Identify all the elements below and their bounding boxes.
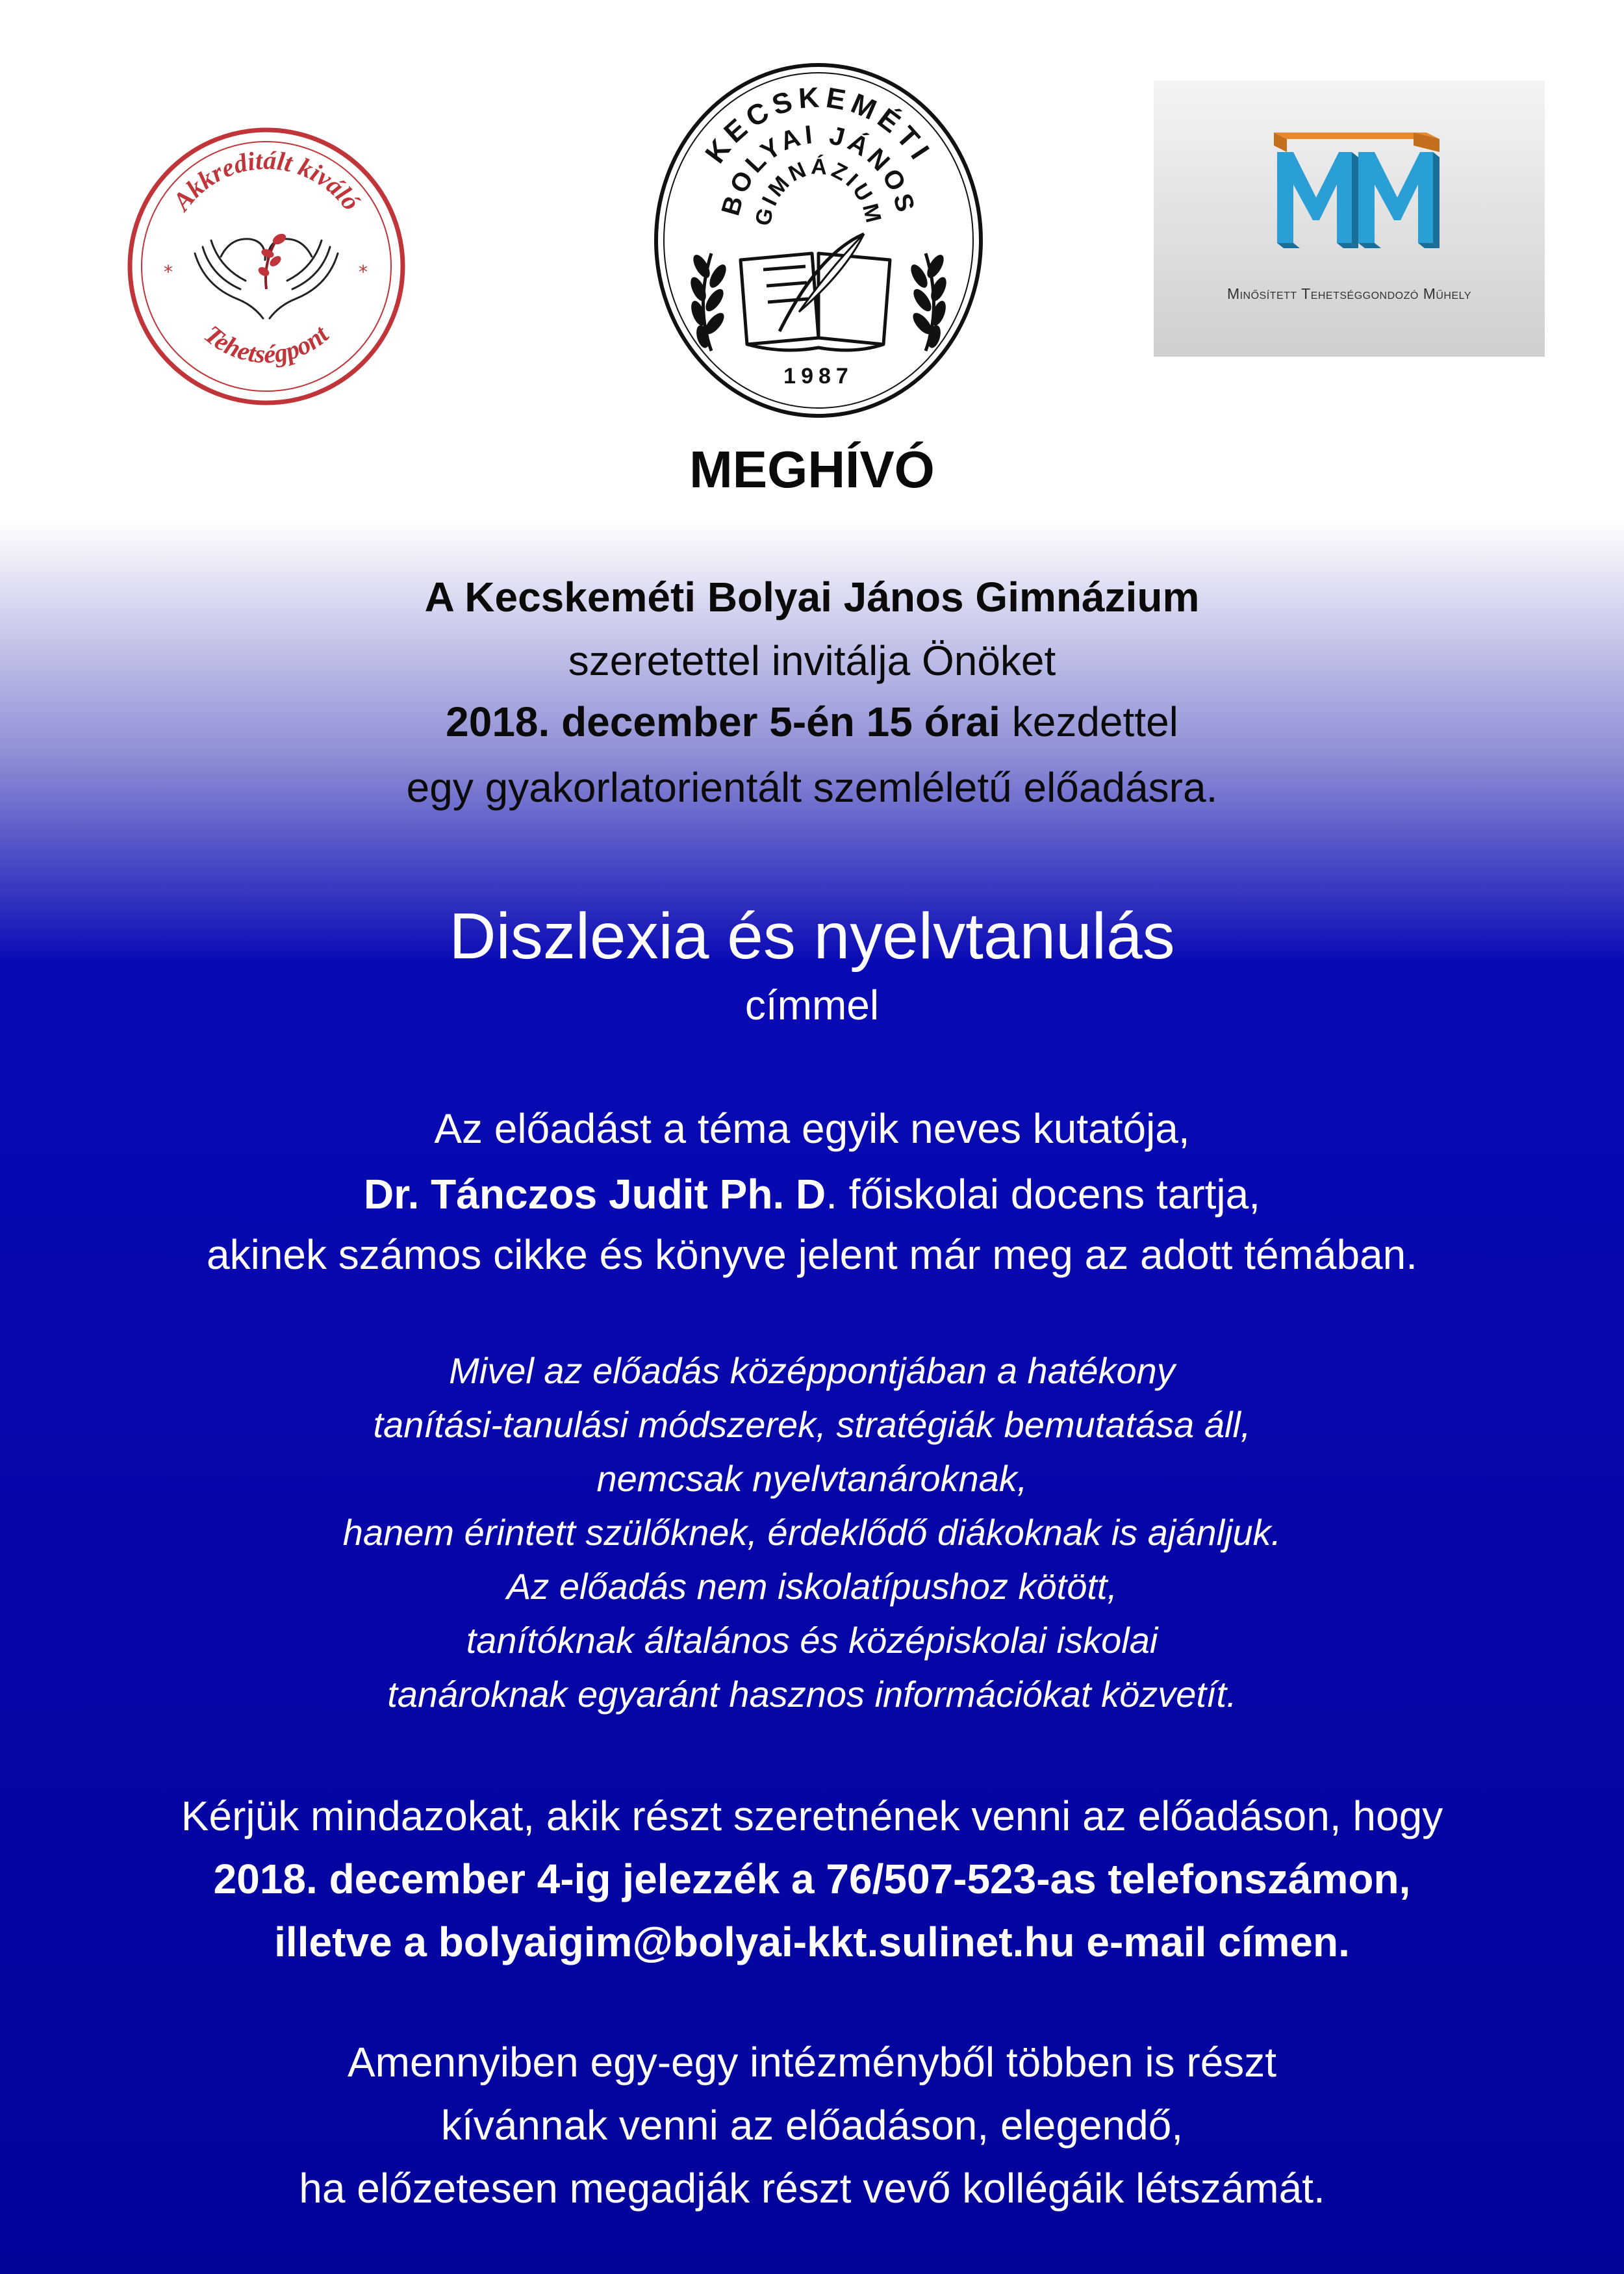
page-title: MEGHÍVÓ (689, 441, 935, 498)
seal-line1: KECSKEMÉTI (699, 81, 939, 170)
sprout-icon (257, 231, 288, 289)
event-date-suffix: kezdettel (1000, 698, 1178, 745)
talent-point-top-text: Akkreditált kiváló (166, 145, 366, 216)
svg-text:Akkreditált kiváló (166, 146, 366, 218)
event-date-line (0, 698, 1624, 745)
svg-text:Tehetségpont (199, 319, 335, 369)
talent-point-logo (123, 123, 409, 409)
school-name: A Kecskeméti Bolyai János Gimnázium (424, 574, 1200, 620)
lecture-topic: Diszlexia és nyelvtanulás (449, 900, 1175, 973)
event-date: 2018. december 5-én 15 órai (446, 698, 1000, 745)
workshop-caption: Minősített Tehetséggondozó Műhely (1226, 285, 1472, 302)
audience-line: tanítási-tanulási módszerek, stratégiák bemutatása áll, (373, 1404, 1251, 1445)
audience-line: Mivel az előadás középpontjában a hatékony (449, 1350, 1175, 1391)
speaker-name: Dr. Tánczos Judit Ph. D (364, 1171, 826, 1218)
invite-text: szeretettel invitálja Önöket (568, 637, 1056, 684)
audience-line: tanítóknak általános és középiskolai iskolai (466, 1620, 1158, 1661)
seal-line3: GIMNÁZIUM (750, 154, 887, 229)
svg-text:*: * (359, 261, 368, 283)
speaker-role: . főiskolai docens tartja, (826, 1171, 1260, 1218)
speaker-line (0, 1171, 1624, 1218)
workshop-logo (1154, 81, 1545, 357)
registration-request: Kérjük mindazokat, akik részt szeretnének venni az előadáson, hogy (181, 1793, 1443, 1839)
seal-line2: BOLYAI JÁNOS (716, 120, 921, 219)
closing-line: kívánnak venni az előadáson, elegendő, (440, 2102, 1184, 2149)
audience-line: nemcsak nyelvtanároknak, (596, 1458, 1028, 1499)
closing-line: Amennyiben egy-egy intézményből többen is részt (347, 2039, 1277, 2086)
speaker-intro: Az előadást a téma egyik neves kutatója, (434, 1105, 1190, 1152)
audience-line: hanem érintett szülőknek, érdeklődő diákoknak is ajánljuk. (342, 1512, 1282, 1553)
speaker-publications: akinek számos cikke és könyve jelent már meg az adott témában. (207, 1231, 1417, 1278)
seal-year: 1987 (783, 364, 854, 389)
lecture-description: egy gyakorlatorientált szemléletű előadásra. (406, 764, 1218, 811)
audience-line: tanároknak egyaránt hasznos információkat közvetít. (387, 1674, 1237, 1715)
registration-email: illetve a bolyaigim@bolyai-kkt.sulinet.hu e-mail címen. (274, 1919, 1350, 1965)
registration-phone: 2018. december 4-ig jelezzék a 76/507-523-as telefonszámon, (213, 1856, 1411, 1902)
closing-line: ha előzetesen megadják részt vevő kollégáik létszámát. (299, 2165, 1325, 2212)
school-seal-logo (650, 58, 987, 422)
topic-suffix: címmel (744, 982, 880, 1028)
svg-text:*: * (164, 261, 173, 283)
talent-point-bottom-text: Tehetségpont (198, 319, 335, 369)
audience-line: Az előadás nem iskolatípushoz kötött, (506, 1566, 1118, 1607)
mm-icon (1154, 81, 1545, 275)
